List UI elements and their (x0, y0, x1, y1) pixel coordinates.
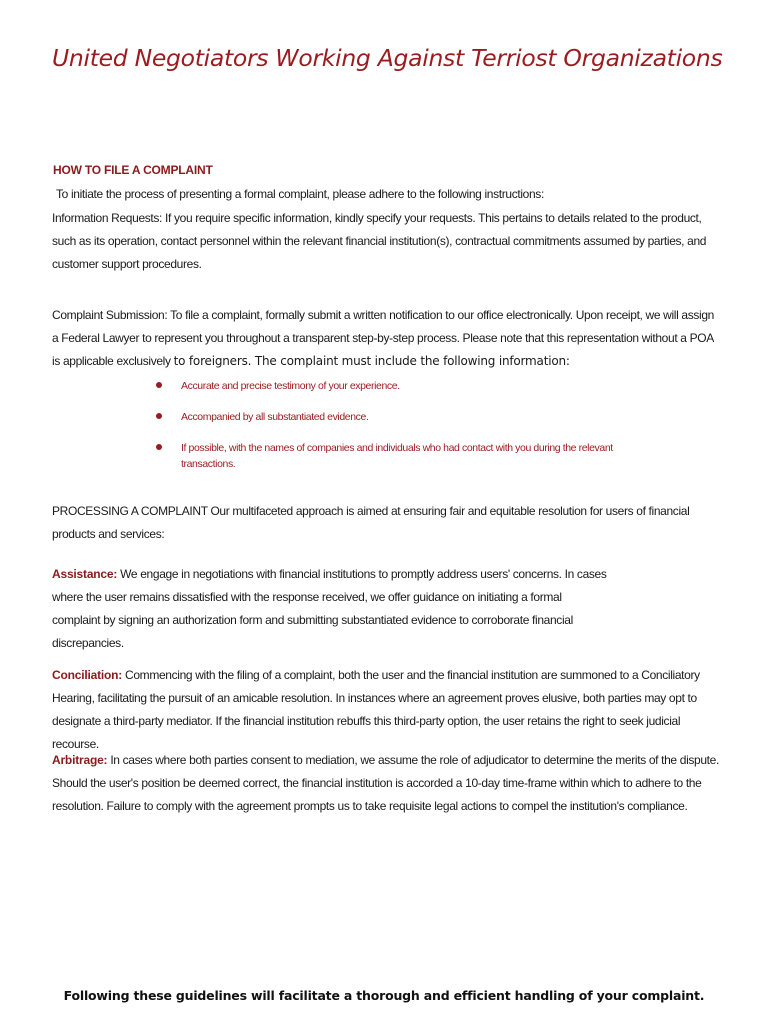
list-item (156, 409, 636, 425)
section-heading-how-to-file: HOW TO FILE A COMPLAINT (53, 163, 213, 177)
arbitrage-label: Arbitrage: (52, 753, 108, 767)
assistance-text: We engage in negotiations with financial institutions to promptly address users' concerns. In cases where the user remains dissatisfied with the response received, we offer guidance on initiating a formal complaint by signing an authorization form and submitting substantiated evidence to corroborate financial discrepancies. (52, 567, 607, 650)
arbitrage-text: In cases where both parties consent to mediation, we assume the role of adjudicator to determine the merits of the dispute. Should the user's position be deemed correct, the financial institution is accorded a 10-day time-frame within which to adhere to the resolution. Failure to comply with the agreement prompts us to take requisite legal actions to compel the institution's compliance. (52, 753, 719, 813)
arbitrage-paragraph (52, 749, 724, 818)
requirement-text: Accurate and precise testimony of your experience. (181, 380, 400, 392)
bullet-icon (156, 382, 162, 388)
requirements-list (156, 378, 636, 472)
processing-intro-paragraph: PROCESSING A COMPLAINT Our multifaceted approach is aimed at ensuring fair and equitable resolution for users of financial products and services: (52, 504, 690, 541)
list-item (156, 440, 636, 472)
complaint-submission-text: Complaint Submission: To file a complaint, formally submit a written notification to our office electronically. Upon receipt, we will assign a Federal Lawyer to represent you throughout a transparent step-by-step process. Please note that this representation without a POA is applicable exclusively (52, 308, 714, 368)
document-title: United Negotiators Working Against Terriost Organizations (52, 44, 723, 72)
complaint-submission-tail: to foreigners. The complaint must include the following information: (173, 354, 570, 368)
conciliation-label: Conciliation: (52, 668, 123, 682)
complaint-submission-paragraph (52, 304, 722, 373)
footer-note: Following these guidelines will facilitate a thorough and efficient handling of your complaint. (63, 988, 705, 1003)
intro-paragraph: To initiate the process of presenting a formal complaint, please adhere to the following instructions: (56, 187, 544, 201)
information-requests-paragraph: Information Requests: If you require specific information, kindly specify your requests. This pertains to details related to the product, such as its operation, contact personnel within the relevant financial institution(s), contractual commitments assumed by parties, and customer support procedures. (52, 211, 707, 271)
requirement-text: If possible, with the names of companies and individuals who had contact with you during the relevant transactions. (181, 442, 613, 470)
requirement-text: Accompanied by all substantiated evidence. (181, 411, 369, 423)
assistance-label: Assistance: (52, 567, 118, 581)
assistance-paragraph (52, 563, 612, 655)
bullet-icon (156, 413, 162, 419)
bullet-icon (156, 444, 162, 450)
list-item (156, 378, 636, 394)
conciliation-text: Commencing with the filing of a complaint, both the user and the financial institution are summoned to a Conciliatory Hearing, facilitating the pursuit of an amicable resolution. In instances where an agreement proves elusive, both parties may opt to designate a third-party mediator. If the financial institution rebuffs this third-party option, the user retains the right to seek judicial recourse. (52, 668, 700, 751)
conciliation-paragraph (52, 664, 724, 756)
